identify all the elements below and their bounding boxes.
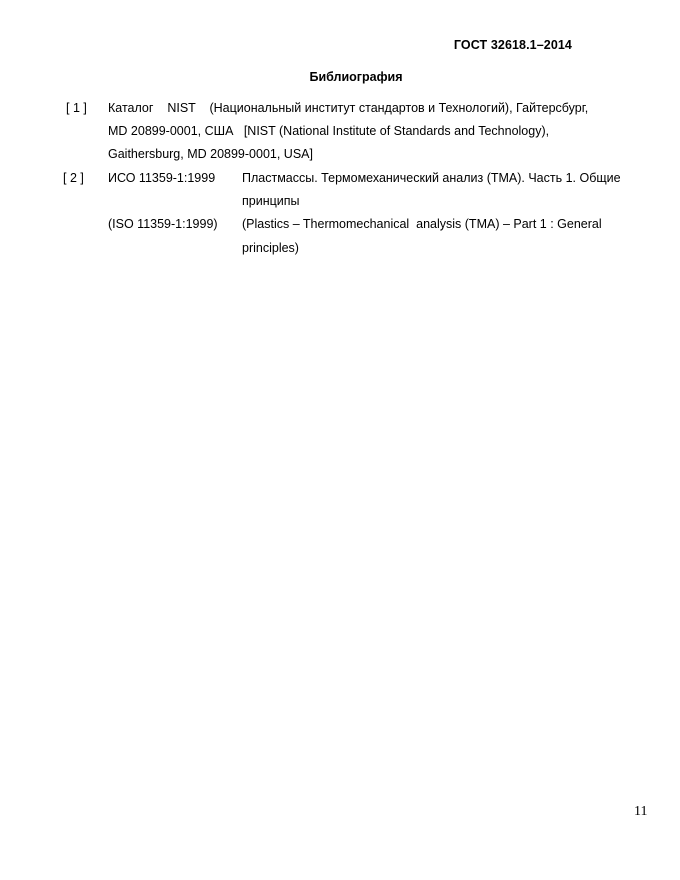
standard-designation-original: (ISO 11359-1:1999) <box>108 217 218 231</box>
entry-line: MD 20899-0001, США [NIST (National Institute of Standards and Technology), <box>108 124 550 138</box>
standard-title-original: (Plastics – Thermomechanical analysis (TMA) – Part 1 : General <box>242 217 602 231</box>
standard-title: Пластмассы. Термомеханический анализ (ТМА). Часть 1. Общие <box>242 171 621 185</box>
bibliography-title: Библиография <box>309 70 403 84</box>
standard-designation: ИСО 11359-1:1999 <box>108 171 216 185</box>
page-number: 11 <box>634 804 648 819</box>
entry-line: Gaithersburg, MD 20899-0001, USA] <box>108 147 313 161</box>
document-code: ГОСТ 32618.1–2014 <box>453 38 572 52</box>
entry-number: [ 2 ] <box>63 171 84 185</box>
standard-title: принципы <box>242 194 300 208</box>
entry-line: Каталог NIST (Национальный институт стандартов и Технологий), Гайтерсбург, <box>108 101 589 115</box>
standard-title-original: principles) <box>242 241 299 255</box>
entry-number: [ 1 ] <box>66 101 87 115</box>
